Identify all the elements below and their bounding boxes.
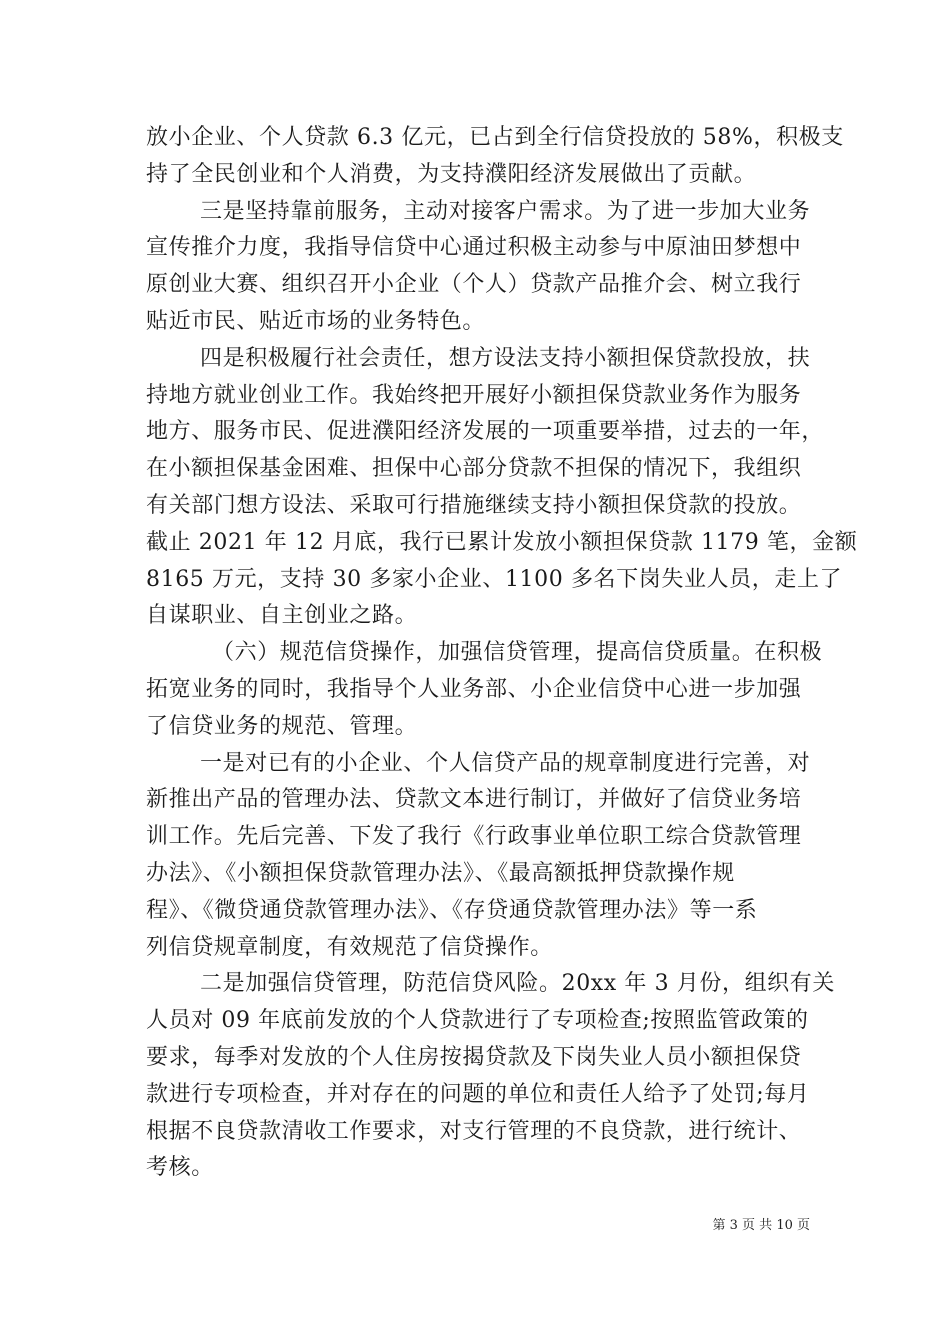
text-line: 原创业大赛、组织召开小企业（个人）贷款产品推介会、树立我行 xyxy=(146,272,802,298)
text-line: 办法》、《小额担保贷款管理办法》、《最高额抵押贷款操作规 xyxy=(146,860,735,886)
text-line: 训工作。先后完善、下发了我行《行政事业单位职工综合贷款管理 xyxy=(146,824,802,850)
text-line: 在小额担保基金困难、担保中心部分贷款不担保的情况下，我组织 xyxy=(146,456,802,482)
text-line: 了信贷业务的规范、管理。 xyxy=(146,713,418,739)
text-line: 自谋职业、自主创业之路。 xyxy=(146,603,418,629)
text-line: 人员对 09 年底前发放的个人贷款进行了专项检查;按照监管政策的 xyxy=(146,1008,809,1034)
text-line: 拓宽业务的同时，我指导个人业务部、小企业信贷中心进一步加强 xyxy=(146,676,802,702)
section-heading-line: （六）规范信贷操作，加强信贷管理，提高信贷质量。在积极 xyxy=(212,640,823,666)
document-body xyxy=(146,120,858,1187)
text-line: 持地方就业创业工作。我始终把开展好小额担保贷款业务作为服务 xyxy=(146,382,802,408)
text-line: 要求，每季对发放的个人住房按揭贷款及下岗失业人员小额担保贷 xyxy=(146,1044,802,1070)
page-number: 第 3 页 共 10 页 xyxy=(712,1218,810,1233)
text-line: 地方、服务市民、促进濮阳经济发展的一项重要举措，过去的一年， xyxy=(146,419,825,445)
paragraph-start-line: 二是加强信贷管理，防范信贷风险。20xx 年 3 月份，组织有关 xyxy=(200,971,835,997)
text-line: 持了全民创业和个人消费，为支持濮阳经济发展做出了贡献。 xyxy=(146,161,757,187)
paragraph-start-line: 一是对已有的小企业、个人信贷产品的规章制度进行完善，对 xyxy=(200,750,811,776)
text-line: 列信贷规章制度，有效规范了信贷操作。 xyxy=(146,934,553,960)
text-line: 放小企业、个人贷款 6.3 亿元，已占到全行信贷投放的 58%，积极支 xyxy=(146,125,844,150)
text-line: 有关部门想方设法、采取可行措施继续支持小额担保贷款的投放。 xyxy=(146,492,802,518)
text-line: 8165 万元，支持 30 多家小企业、1100 多名下岗失业人员，走上了 xyxy=(146,566,843,592)
text-line: 考核。 xyxy=(146,1155,214,1181)
text-line: 新推出产品的管理办法、贷款文本进行制订，并做好了信贷业务培 xyxy=(146,787,802,813)
text-line: 宣传推介力度，我指导信贷中心通过积极主动参与中原油田梦想中 xyxy=(146,235,802,261)
text-line: 款进行专项检查，并对存在的问题的单位和责任人给予了处罚;每月 xyxy=(146,1081,810,1107)
text-line: 根据不良贷款清收工作要求，对支行管理的不良贷款，进行统计、 xyxy=(146,1118,802,1144)
text-line: 截止 2021 年 12 月底，我行已累计发放小额担保贷款 1179 笔，金额 xyxy=(146,529,858,555)
paragraph-start-line: 四是积极履行社会责任，想方设法支持小额担保贷款投放，扶 xyxy=(200,345,811,371)
text-line: 程》、《微贷通贷款管理办法》、《存贷通贷款管理办法》等一系 xyxy=(146,897,758,923)
paragraph-start-line: 三是坚持靠前服务，主动对接客户需求。为了进一步加大业务 xyxy=(200,198,811,224)
text-line: 贴近市民、贴近市场的业务特色。 xyxy=(146,308,486,334)
